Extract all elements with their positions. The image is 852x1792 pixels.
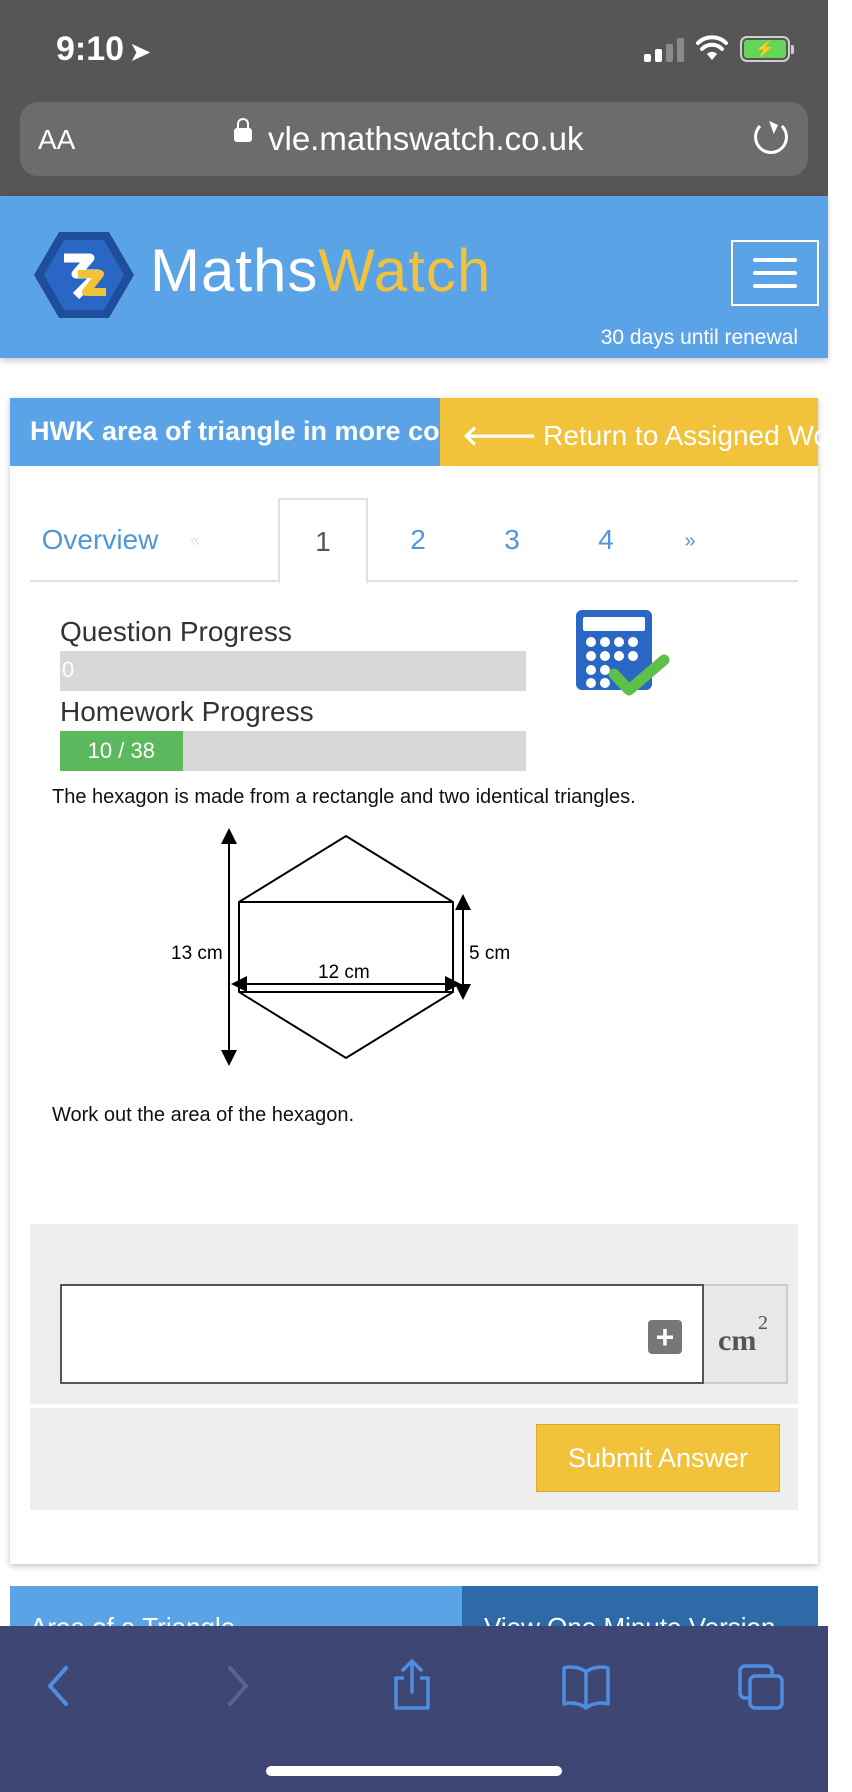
forward-icon[interactable] — [206, 1656, 266, 1716]
tab-question-1[interactable]: 1 — [278, 498, 368, 584]
bookmarks-icon[interactable] — [556, 1656, 616, 1716]
address-bar[interactable] — [20, 102, 808, 176]
brand-name — [150, 236, 491, 305]
brand-watch: Watch — [318, 237, 492, 304]
location-arrow-icon: ➤ — [130, 39, 151, 66]
status-icons — [644, 36, 790, 62]
label-height-total: 13 cm — [171, 943, 223, 964]
hexagon-diagram — [150, 822, 530, 1070]
homework-progress-fill: 10 / 38 — [60, 731, 183, 771]
submit-area — [30, 1408, 798, 1510]
tabs-icon[interactable] — [732, 1656, 792, 1716]
tab-question-3[interactable]: 3 — [504, 524, 520, 555]
label-width: 12 cm — [318, 962, 370, 983]
browser-chrome — [0, 0, 828, 196]
return-to-assigned-work-button[interactable] — [440, 398, 852, 466]
wifi-icon — [696, 36, 728, 62]
arrow-left-icon: 🡐 — [462, 420, 538, 451]
lock-icon — [234, 128, 252, 142]
tab-prev[interactable]: « — [189, 530, 200, 550]
question-tabs — [30, 498, 798, 582]
status-time — [56, 30, 150, 69]
return-label: Return to Assigned Work — [543, 420, 852, 451]
question-intro: The hexagon is made from a rectangle and two identical triangles. — [52, 786, 636, 808]
label-rect-height: 5 cm — [469, 943, 511, 964]
brand-maths: Maths — [150, 237, 319, 304]
mathswatch-logo-icon[interactable] — [34, 230, 134, 320]
submit-answer-button[interactable]: Submit Answer — [536, 1424, 780, 1492]
status-time-text: 9:10 — [56, 30, 125, 68]
back-icon[interactable] — [30, 1656, 90, 1716]
hamburger-menu-button[interactable] — [731, 240, 819, 306]
question-progress-label: Question Progress — [60, 616, 292, 647]
calculator-allowed-icon — [574, 608, 674, 704]
card-header — [10, 398, 852, 466]
homework-progress-bar — [60, 731, 526, 771]
homework-title: HWK area of triangle in more co — [10, 398, 440, 466]
homework-card — [10, 398, 852, 1564]
url-text[interactable]: vle.mathswatch.co.uk — [268, 120, 584, 157]
home-indicator — [266, 1766, 562, 1776]
share-icon[interactable] — [382, 1656, 442, 1716]
site-header — [0, 196, 828, 358]
plus-icon[interactable]: + — [648, 1320, 682, 1354]
unit-power: 2 — [758, 1312, 768, 1334]
question-progress-value: 0 — [62, 657, 75, 682]
answer-input[interactable] — [60, 1284, 704, 1384]
question-prompt: Work out the area of the hexagon. — [52, 1104, 355, 1126]
reload-icon[interactable] — [754, 120, 788, 154]
question-progress-bar — [60, 651, 526, 691]
tab-question-4[interactable]: 4 — [598, 524, 614, 555]
tab-overview[interactable]: Overview — [41, 524, 159, 555]
unit-text: cm — [718, 1324, 757, 1357]
renewal-notice: 30 days until renewal — [600, 326, 798, 349]
tab-question-2[interactable]: 2 — [410, 524, 426, 555]
cellular-signal-icon — [644, 36, 684, 62]
answer-area — [30, 1224, 798, 1404]
next-section-header — [10, 1586, 818, 1626]
battery-icon: ⚡ — [740, 36, 790, 62]
tab-next[interactable]: » — [684, 530, 696, 552]
homework-progress-label: Homework Progress — [60, 696, 314, 727]
unit-label — [704, 1284, 788, 1384]
reader-aa-button[interactable]: AA — [38, 124, 76, 155]
